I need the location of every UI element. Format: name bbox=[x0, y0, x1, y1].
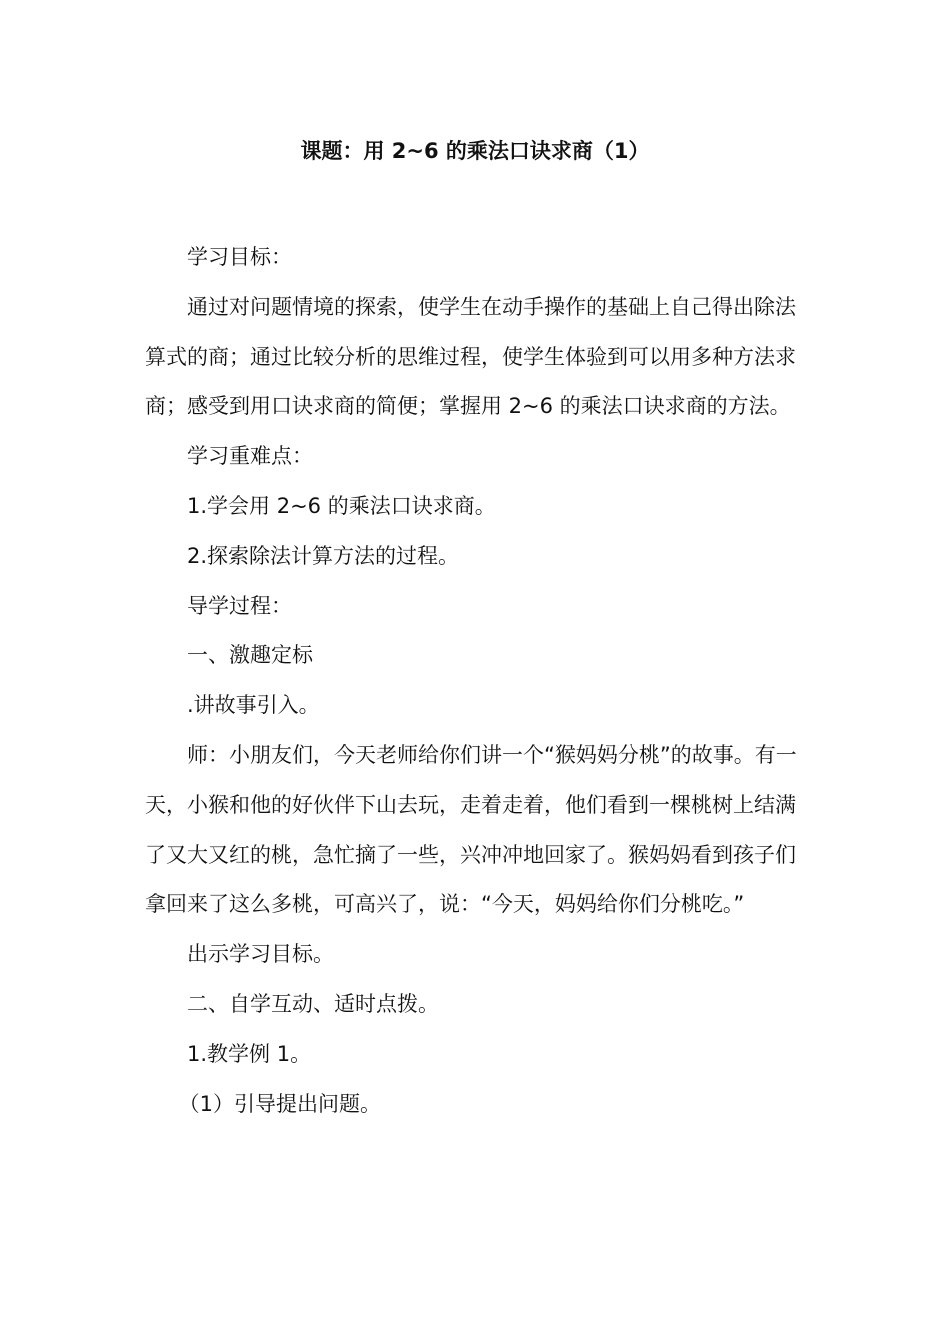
paragraph-story: 师：小朋友们，今天老师给你们讲一个“猴妈妈分桃”的故事。有一天，小猴和他的好伙伴下山去玩，走着走着，他们看到一棵桃树上结满了又大又红的桃，急忙摘了一些，兴冲冲地回家了。猴妈妈看到孩子们拿回来了这么多桃，可高兴了，说：“今天，妈妈给你们分桃吃。” bbox=[145, 742, 797, 917]
section-1-heading: 一、激趣定标 bbox=[187, 643, 313, 668]
sub-item-1: （1）引导提出问题。 bbox=[178, 1091, 381, 1116]
heading-guided-process: 导学过程： bbox=[187, 593, 292, 618]
story-intro: .讲故事引入。 bbox=[187, 693, 320, 718]
example-1: 1.教学例 1。 bbox=[187, 1041, 312, 1066]
section-2-heading: 二、自学互动、适时点拨。 bbox=[187, 991, 439, 1016]
key-point-2: 2.探索除法计算方法的过程。 bbox=[187, 543, 460, 568]
paragraph-learning-goals: 通过对问题情境的探索，使学生在动手操作的基础上自己得出除法算式的商；通过比较分析的思维过程，使学生体验到可以用多种方法求商；感受到用口诀求商的简便；掌握用 2~6 的乘法口诀求商的方法。 bbox=[145, 294, 796, 419]
show-goals: 出示学习目标。 bbox=[187, 942, 334, 967]
heading-learning-goals: 学习目标： bbox=[187, 245, 292, 269]
key-point-1: 1.学会用 2~6 的乘法口诀求商。 bbox=[187, 493, 496, 518]
heading-key-points: 学习重难点： bbox=[187, 444, 313, 469]
document-title: 课题：用 2~6 的乘法口诀求商（1） bbox=[300, 139, 650, 163]
document-body bbox=[145, 233, 807, 1129]
